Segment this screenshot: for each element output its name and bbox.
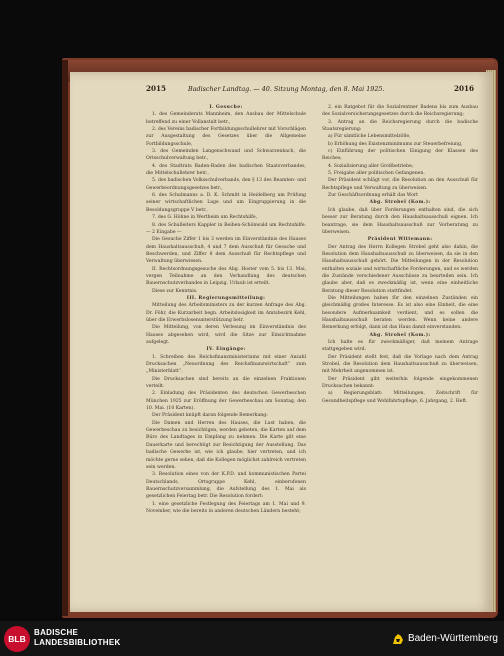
running-head: Badischer Landtag. — 40. Sitzung Montag, den 8. Mai 1925.: [188, 85, 385, 93]
blb-logo-icon[interactable]: BLB: [4, 626, 30, 652]
paragraph: 5. Freigabe aller politischen Gefangenen.: [328, 171, 425, 177]
baden-wuerttemberg-lion-icon[interactable]: [390, 631, 406, 647]
paragraph: Die Damen und Herren des Hauses, die Lust haben, die Gewerbeschau zu besichtigen, werden gebeten, die Karten auf dem Büro des Landtages in Empfang zu nehmen. Die Karte gilt eine Dauerkarte und berechtigt zur Besichtigung der Ausstellung. Das badische Gewerbe ist, wie ich glaube, hier vertreten, und ich möchte gerne sehen, daß die Kollegen möglichst zahlreich vertreten sein werden.: [146, 420, 306, 470]
paragraph: 1. eine gesetzliche Festlegung des Feiertags am 1. Mai und 9. November, wie die bereits in anderen deutschen Ländern besteht;: [146, 501, 306, 514]
paragraph: Ich halte es für zweckmäßiger, daß meinem Antrage stattgegeben wird.: [322, 340, 478, 353]
paragraph: 4. des Stadtrats Baden-Baden des badischen Staatsverbandes, die Mittelschullehrer betr.,: [146, 163, 306, 177]
right-text-column: [322, 104, 478, 405]
paragraph: Zur Geschäftsordnung erhält das Wort: [328, 193, 419, 199]
paragraph: Der Präsident knüpft daran folgende Bemerkung:: [152, 413, 268, 419]
paragraph: Der Präsident gibt weiterhin folgende eingekommenen Drucksachen bekannt:: [322, 376, 478, 390]
paragraph: a) Regierungsblatt: Mitteilungen, Zeitschrift für Gesundheitspflege und Wohlfahrtspflege, 6. Jahrgang, 2. Heft.: [322, 391, 478, 404]
paragraph: Diese zur Kenntnis.: [152, 288, 198, 294]
left-text-column: [146, 104, 306, 515]
scanned-page: [70, 72, 492, 612]
paragraph: Mitteilung des Arbeitsministers zu der kurzen Anfrage des Abg. Dr. Föhr, die Kurzarbeit begn. Arbeitslosigkeit im Amtsbezirk Kehl, über die Erwerbslosenunterstützung betr.: [146, 303, 306, 323]
page-number-right: 2016: [453, 84, 474, 93]
section-heading: Abg. Strobel (Kom.):: [369, 200, 431, 206]
paragraph: 4. Sozialisierung aller Großbetriebe;: [328, 163, 414, 169]
page-header: [70, 84, 492, 98]
paragraph: 1. des Gemeinderats Mannheim, den Ausbau der Mittelschule betreffend zu einer Vollanstalt betr.,: [146, 112, 306, 125]
library-name-line2: LANDESBIBLIOTHEK: [34, 638, 121, 647]
paragraph: Die Mitteilung, von deren Verlesung im Einverständnis des Hauses abgesehen wird, wird die Sitze zur Einsichtnahme aufgelegt.: [146, 325, 306, 345]
book-spine-fold: [62, 60, 68, 616]
section-heading: I. Gesuche:: [209, 105, 243, 110]
section-heading: Abg. Strobel (Kom.):: [369, 332, 431, 338]
paragraph: Die Mitteilungen haben für den einzelnen Zuständen ein gleichmäßig großes Interesse. Es ist also eine Einheit, die eine besondere Aufmerksamkeit verdient, und es sollen die Haushaltsausschuß beraten werden. Wenn keine andere Bemerkung erfolgt, dann ist das Haus damit einverstanden.: [322, 295, 478, 331]
paragraph: c) Einführung der politischen Einigung der Klassen des Reiches;: [322, 149, 478, 162]
paragraph: 3. des Gemeinden Langenschwand und Schwarzenbach, die Ortsschulverwaltung betr.,: [146, 149, 306, 162]
paragraph: 2. des Vereins badischer Fortbildungsschullehrer mit Vorschlägen zur Ausgestaltung des Gesetzes über die Allgemeine Fortbildungsschule,: [146, 127, 306, 147]
paragraph: 2. Einladung des Präsidenten des deutschen Gewerbeschen München 1925 zur Eröffnung der Gewerbeschau am Sonntag, den 10. Mai. (10 Karten).: [146, 391, 306, 412]
section-heading: Präsident Wittemann:: [367, 237, 433, 243]
paragraph: II. Rechtsordnungsgesuche des Abg. Hoster vom 5. bis 13. Mai, vergen Teilnahme an den Verhandlung des deutschen Bauernschutzverbandes in Leipzig. Urlaub ist erteilt.: [146, 266, 306, 287]
paragraph: 7. des G. Höhne in Wertheim um Rechtshilfe,: [152, 215, 258, 221]
paragraph: 3. Antrag an die Reichsregierung durch die badische Staatsregierung:: [322, 119, 478, 133]
paragraph: b) Erhöhung des Existenzminimums zur Steuerbefreiung,: [328, 141, 463, 147]
paragraph: 1. Schreiben des Reichsfinanzministeriums mit einer Anzahl Drucksachen „Neuordnung des Reichsfinanzwirtschaft“ zum „Ministerblatt“.: [146, 354, 306, 375]
paragraph: Der Präsident schlägt vor, die Resolution an den Ausschuß für Rechtspflege und Verwaltung zu überweisen.: [322, 178, 478, 191]
blb-library-name[interactable]: [34, 628, 121, 648]
paragraph: 3. Resolution eines von der K.P.D. und kommunistischen Partei Deutschlands, Ortsgruppe Kehl, einberufenen Bauernschutzversammlung, die Aufstellung des 1. Mai als gesetzlichen Feiertag betr. Die Resolution fordert:: [146, 472, 306, 500]
paragraph: Der Präsident stellt fest, daß die Vorlage nach dem Antrag Strobel, die Resolution dem Haushaltsausschuß zu überweisen, mit Mehrheit angenommen ist.: [322, 354, 478, 375]
viewer-footer-bar: [0, 621, 504, 656]
paragraph: Die Drucksachen sind bereits an die einzelnen Fraktionen verteilt.: [146, 376, 306, 390]
paragraph: Der Antrag des Herrn Kollegen Strobel geht also dahin, die Resolution dem Haushaltsausschuß zu überweisen, da sie in den Haushaltsausschuß gehört. Die Mitteilungen in der Resolution enthalten soziale und wirtschaftliche Forderungen, und es werden die Zustände verschiedener Ausschüsse zu beurteilen sein. Ich glaube aber, daß es zweckmäßig ist, wenn eine einheitliche Beratung dieser Resolution stattfindet.: [322, 244, 478, 294]
section-heading: IV. Eingänge:: [206, 347, 246, 353]
paragraph: Ich glaube, daß über Forderungen enthalten sind, die sich besser zur Beratung durch den Haushaltsausschuß eignen. Ich beantrage, sie dem Haushaltsausschuß zur Vorberatung zu überweisen.: [322, 207, 478, 235]
section-heading: III. Regierungsmitteilung:: [186, 295, 266, 301]
paragraph: a) Für sämtliche Lebensmittelzölle,: [328, 134, 411, 140]
baden-wuerttemberg-label[interactable]: Baden-Württemberg: [407, 633, 498, 644]
page-number-left: 2015: [146, 84, 167, 93]
paragraph: 5. des badischen Volksschulverbands, den § 13 des Beamten- und Gewerbeordnungsgesetzes betr.,: [146, 178, 306, 191]
paragraph: 2. ein Ratgebot für die Sozialrentner Badens bis zum Ausbau des Sozialversicherungsgesetzes durch die Reichsregierung;: [322, 105, 478, 118]
paragraph: Die Gesuche Ziffer 1 bis 3 werden im Einverständnis des Hauses dem Haushaltsausschuß, 4 und 7 dem Ausschuß für Gesuche und Beschwerden, und Ziffer 8 dem Ausschuß für Rechtspflege und Verwaltung überwiesen.: [146, 237, 306, 265]
paragraph: 6. des Schulmanns a. D. K. Schmitt in Heidelberg um Prüfung seiner wirtschaftlichen Lage und um Eingruppierung in die Besoldungsgruppe V betr.,: [146, 193, 306, 213]
paragraph: 8. des Schulleiters Kappler in Beihen-Schönwald um Rechtshilfe. — 2 Eingabe —: [146, 222, 306, 235]
library-name-line1: BADISCHE: [34, 628, 79, 637]
